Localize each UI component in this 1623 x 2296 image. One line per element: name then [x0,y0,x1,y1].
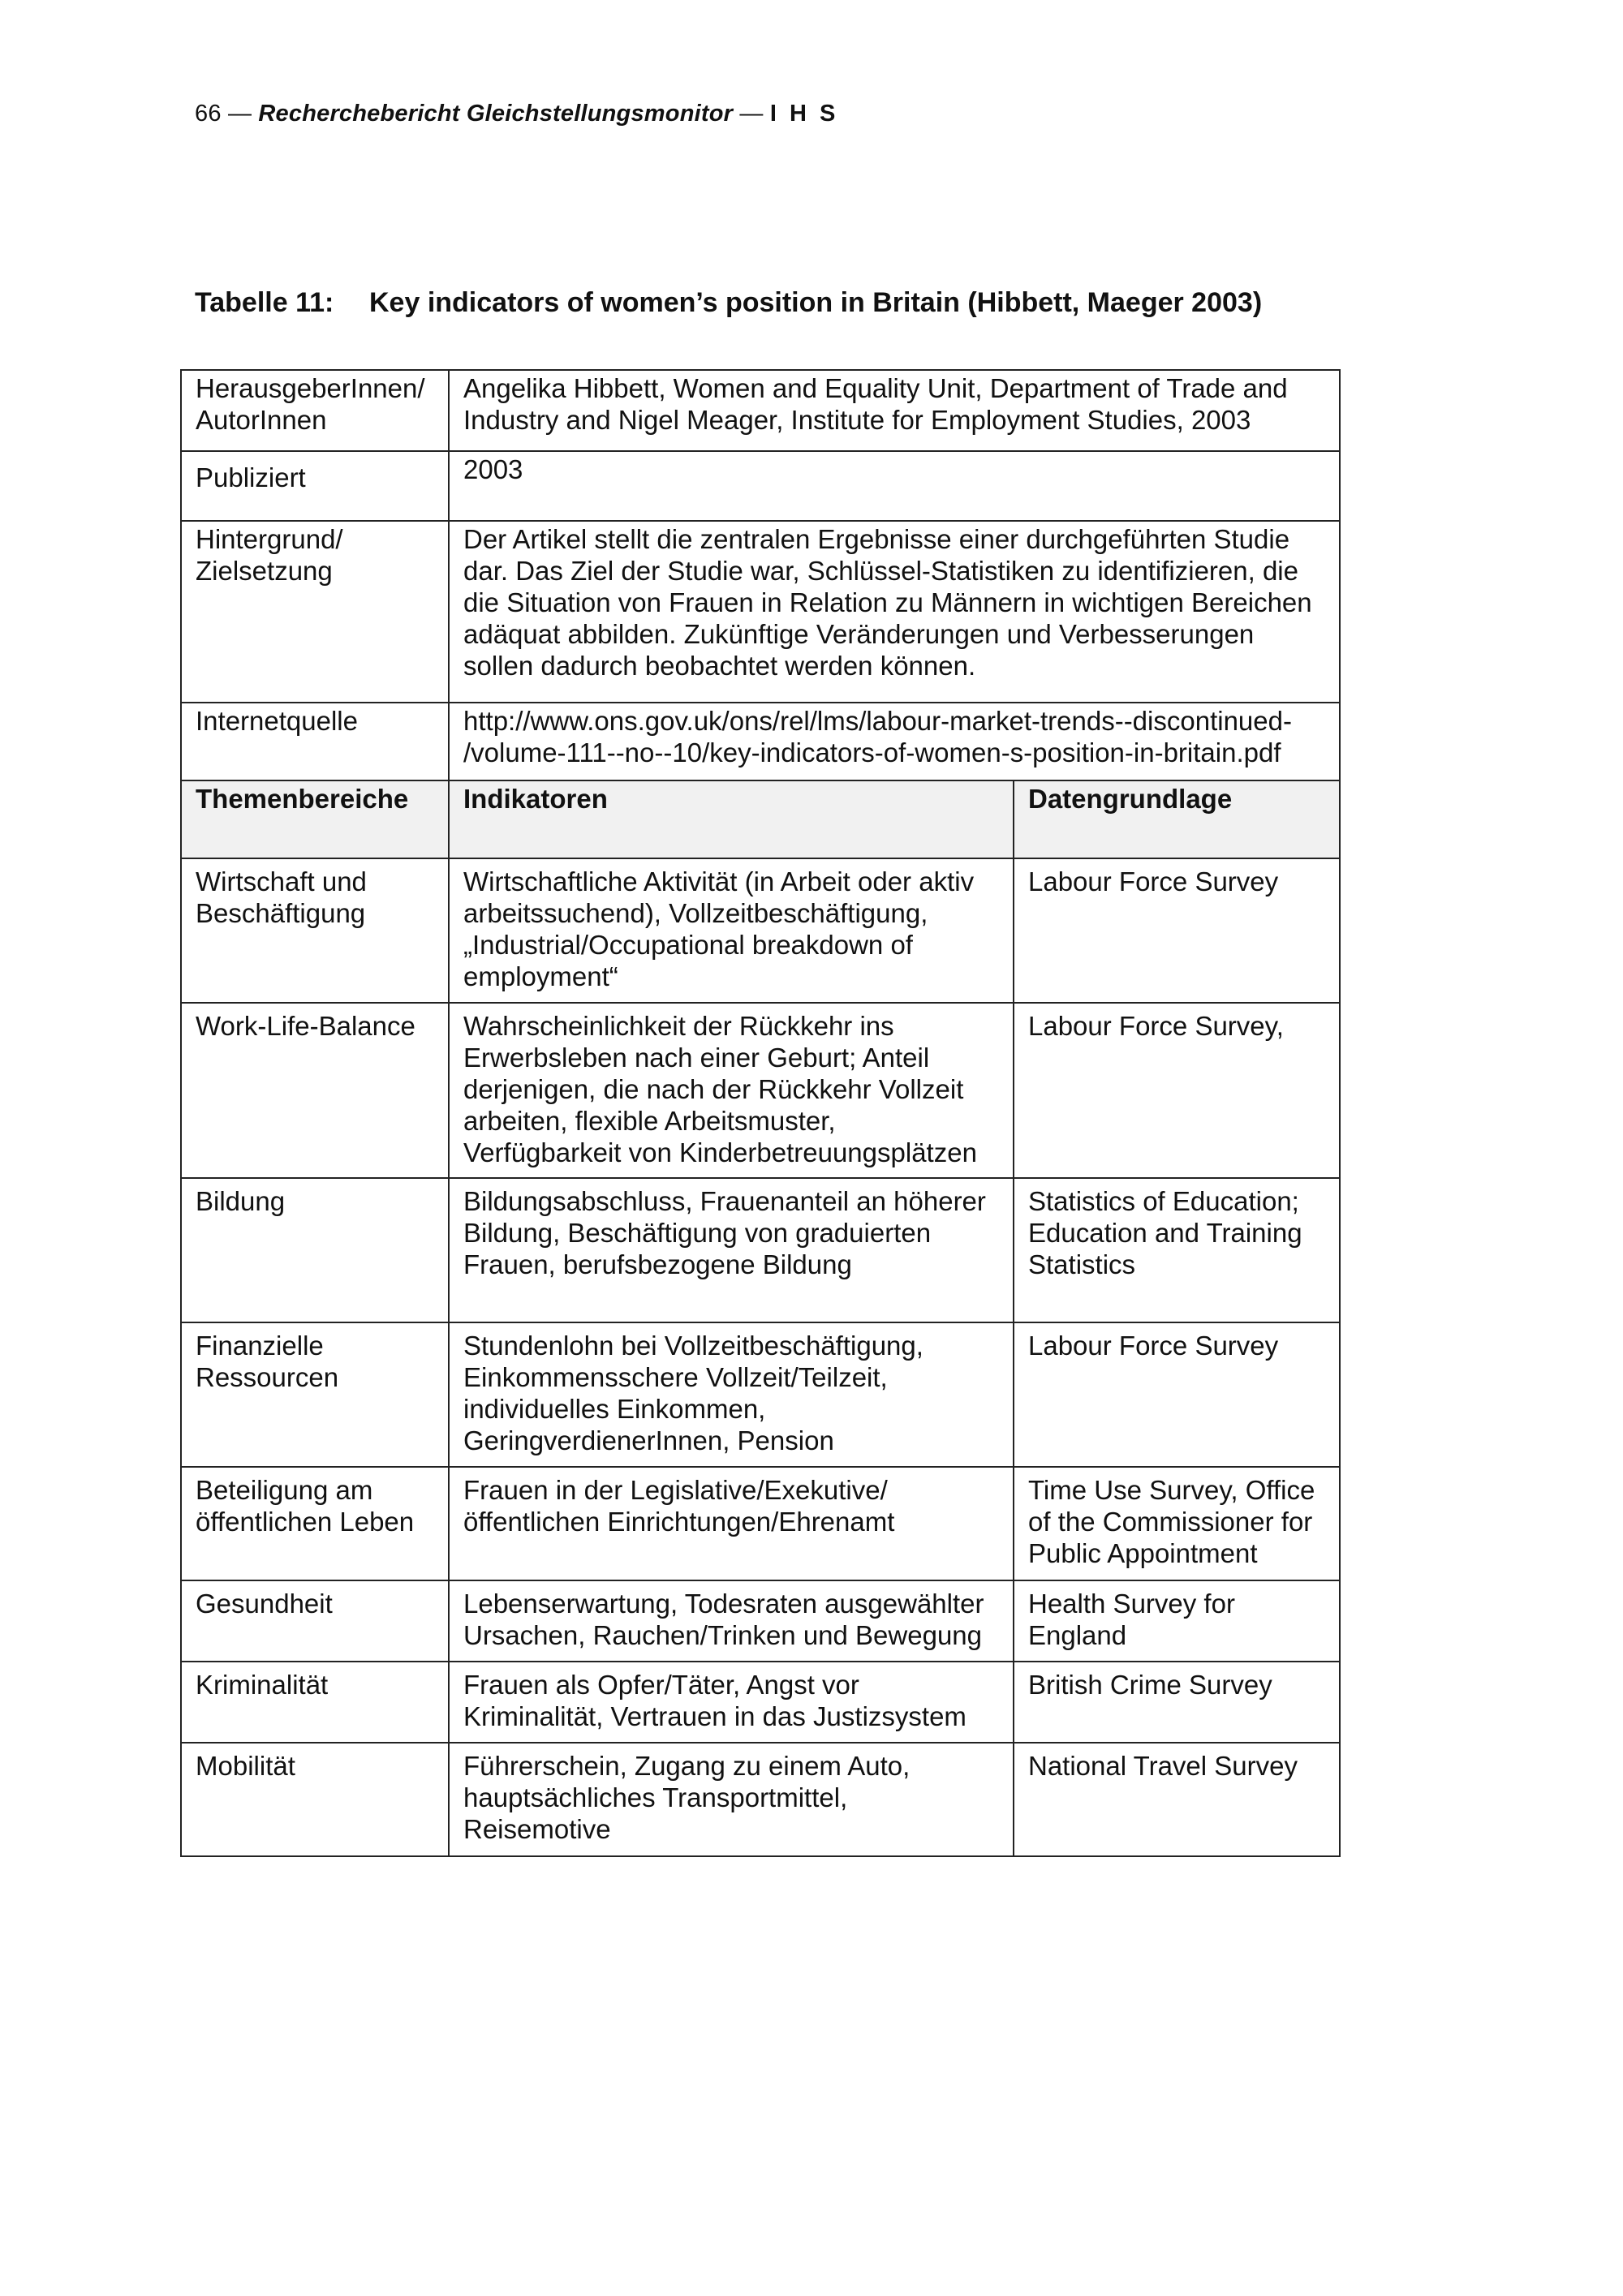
header-dash-2: — [739,101,764,127]
indicators-cell: Lebenserwartung, Todesraten ausgewählter Ursachen, Rauchen/Trinken und Bewegung [449,1580,1014,1662]
table-row-background [181,521,1340,703]
page-number: 66 [195,101,222,127]
indicators-cell: Frauen als Opfer/Täter, Angst vor Kriminalität, Vertrauen in das Justizsystem [449,1662,1014,1743]
indicators-cell: Wirtschaftliche Aktivität (in Arbeit oder aktiv arbeitssuchend), Vollzeitbeschäftigung, „Industrial/Occupational breakdown of employment“ [449,858,1014,1003]
data-source-cell: National Travel Survey [1014,1743,1340,1856]
topic-cell: Mobilität [181,1743,449,1856]
source-url[interactable]: http://www.ons.gov.uk/ons/rel/lms/labour-market-trends--discontinued- /volume-111--no--10/key-indicators-of-women-s-position-in-britain.pdf [449,703,1340,780]
institute-name: I H S [769,101,839,127]
published-value: 2003 [449,451,1340,521]
topic-cell: Bildung [181,1178,449,1322]
table-row [181,1580,1340,1662]
table-row [181,1003,1340,1178]
background-value: Der Artikel stellt die zentralen Ergebnisse einer durchgeführten Studie dar. Das Ziel der Studie war, Schlüssel-Statistiken zu identifizieren, die die Situation von Frauen in Relation zu Männern in wichtigen Bereichen adäquat abbilden. Zukünftige Veränderungen und Verbesserungen sollen dadurch beobachtet werden können. [449,521,1340,703]
table-row-authors [181,370,1340,451]
indicators-cell: Führerschein, Zugang zu einem Auto, hauptsächliches Transportmittel, Reisemotive [449,1743,1014,1856]
data-source-cell: Time Use Survey, Office of the Commissioner for Public Appointment [1014,1467,1340,1580]
indicators-cell: Stundenlohn bei Vollzeitbeschäftigung, Einkommensschere Vollzeit/Teilzeit, individuelles Einkommen, GeringverdienerInnen, Pension [449,1322,1014,1467]
data-source-cell: Health Survey for England [1014,1580,1340,1662]
topic-cell: Finanzielle Ressourcen [181,1322,449,1467]
column-header-data: Datengrundlage [1014,780,1340,858]
table-row [181,1467,1340,1580]
published-label: Publiziert [181,451,449,521]
table-row-published [181,451,1340,521]
table-row [181,1662,1340,1743]
column-header-indicators: Indikatoren [449,780,1014,858]
column-header-row [181,780,1340,858]
indicators-cell: Wahrscheinlichkeit der Rückkehr ins Erwerbsleben nach einer Geburt; Anteil derjenigen, die nach der Rückkehr Vollzeit arbeiten, flexible Arbeitsmuster, Verfügbarkeit von Kinderbetreuungsplätzen [449,1003,1014,1178]
table-row [181,1178,1340,1322]
indicator-table [180,369,1341,1857]
data-source-cell: Labour Force Survey [1014,1322,1340,1467]
topic-cell: Kriminalität [181,1662,449,1743]
data-source-cell: Statistics of Education; Education and Training Statistics [1014,1178,1340,1322]
table-row [181,858,1340,1003]
source-label: Internetquelle [181,703,449,780]
authors-label: HerausgeberInnen/ AutorInnen [181,370,449,451]
publication-title: Recherchebericht Gleichstellungsmonitor [258,101,734,127]
topic-cell: Work-Life-Balance [181,1003,449,1178]
column-header-topic: Themenbereiche [181,780,449,858]
background-label: Hintergrund/ Zielsetzung [181,521,449,703]
indicators-cell: Frauen in der Legislative/Exekutive/ öffentlichen Einrichtungen/Ehrenamt [449,1467,1014,1580]
authors-value: Angelika Hibbett, Women and Equality Unit, Department of Trade and Industry and Nigel Meager, Institute for Employment Studies, 2003 [449,370,1340,451]
table-row [181,1743,1340,1856]
table-row [181,1322,1340,1467]
table-caption [195,287,1262,319]
running-header [195,101,838,127]
table-caption-title: Key indicators of women’s position in Britain (Hibbett, Maeger 2003) [369,287,1263,318]
topic-cell: Wirtschaft und Beschäftigung [181,858,449,1003]
indicators-cell: Bildungsabschluss, Frauenanteil an höherer Bildung, Beschäftigung von graduierten Frauen, berufsbezogene Bildung [449,1178,1014,1322]
topic-cell: Gesundheit [181,1580,449,1662]
header-dash-1: — [227,101,252,127]
data-source-cell: British Crime Survey [1014,1662,1340,1743]
table-caption-label: Tabelle 11: [195,287,334,318]
data-source-cell: Labour Force Survey, [1014,1003,1340,1178]
table-row-source [181,703,1340,780]
data-source-cell: Labour Force Survey [1014,858,1340,1003]
topic-cell: Beteiligung am öffentlichen Leben [181,1467,449,1580]
